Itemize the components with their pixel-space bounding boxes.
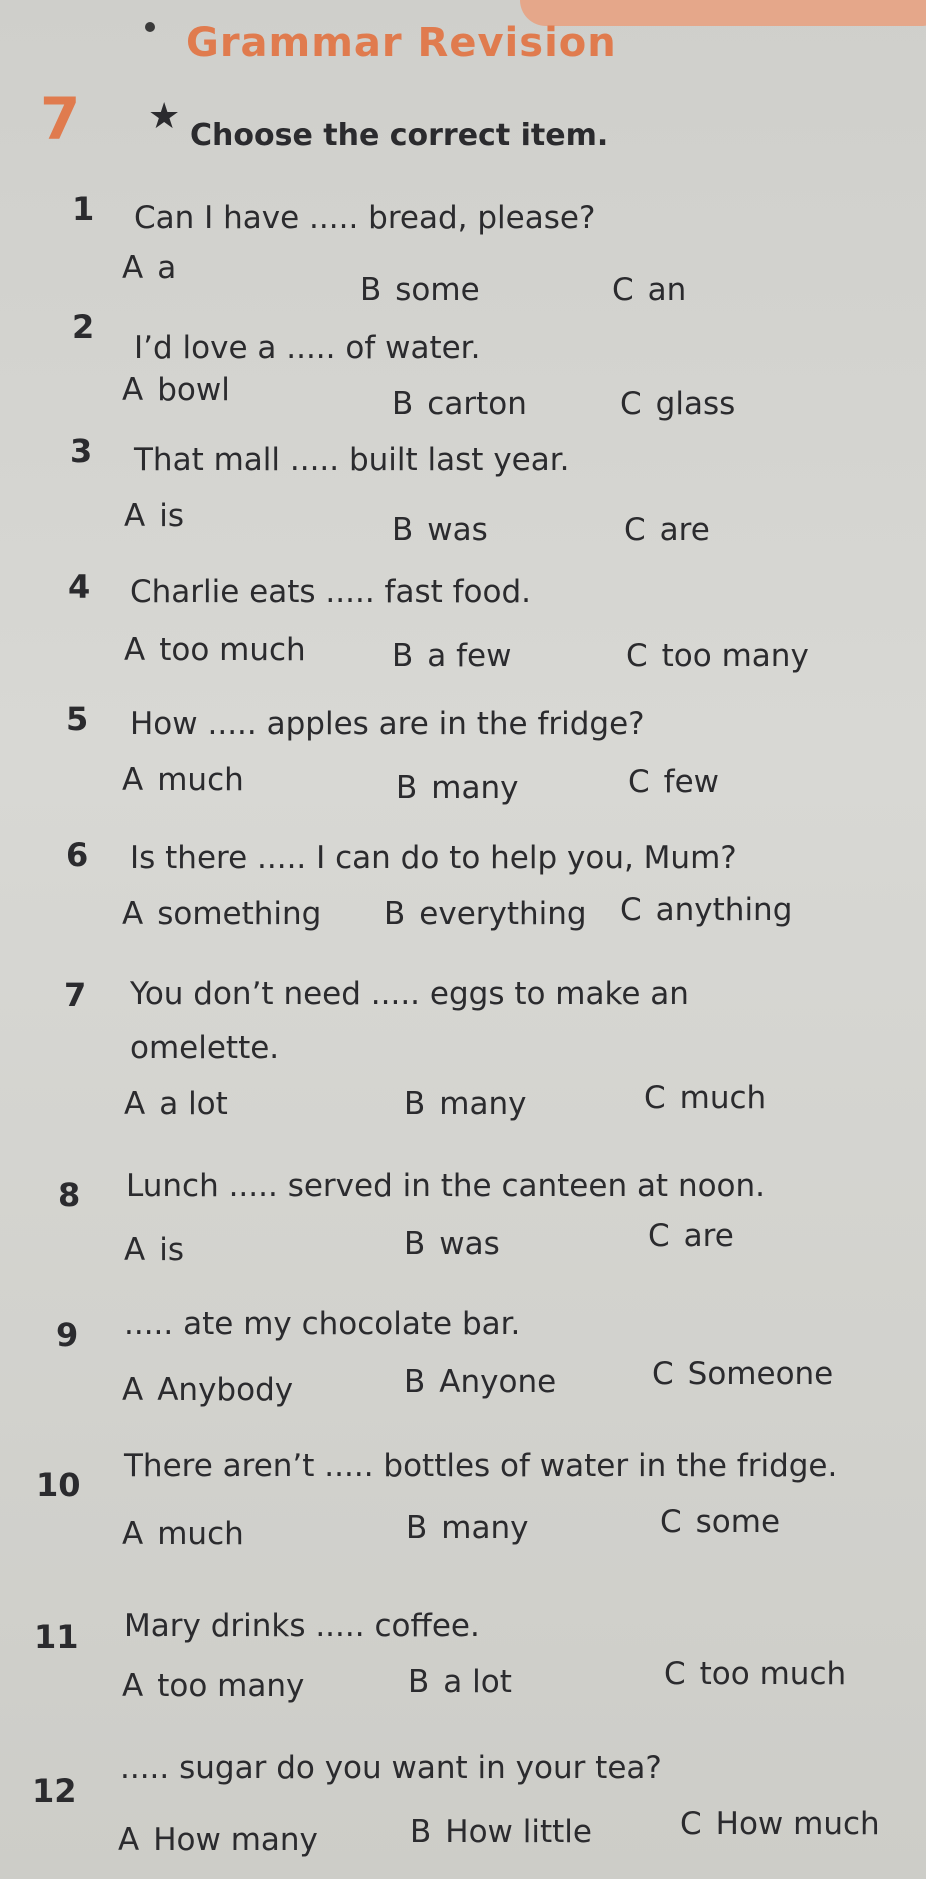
option-label: too many	[157, 1668, 305, 1704]
option-label: many	[441, 1510, 529, 1546]
option-b[interactable]	[410, 1814, 592, 1850]
option-a[interactable]	[122, 1516, 244, 1552]
instruction: Choose the correct item.	[190, 118, 609, 153]
option-letter: B	[404, 1086, 426, 1122]
question-number: 9	[56, 1316, 79, 1354]
option-label: a few	[427, 638, 512, 674]
option-label: some	[395, 272, 480, 308]
question-text: Mary drinks ..... coffee.	[124, 1608, 480, 1644]
option-label: is	[159, 1232, 184, 1268]
question-text: How ..... apples are in the fridge?	[130, 706, 645, 742]
option-label: a	[157, 250, 177, 286]
option-label: much	[157, 1516, 244, 1552]
option-c[interactable]	[680, 1806, 880, 1842]
option-a[interactable]	[122, 762, 244, 798]
option-a[interactable]	[122, 1372, 293, 1408]
question-text-continued: omelette.	[130, 1030, 280, 1066]
option-c[interactable]	[648, 1218, 734, 1254]
option-c[interactable]	[628, 764, 719, 800]
option-label: a lot	[159, 1086, 228, 1122]
question-text: I’d love a ..... of water.	[134, 330, 481, 366]
option-c[interactable]	[626, 638, 809, 674]
option-letter: A	[124, 632, 146, 668]
option-c[interactable]	[620, 892, 792, 928]
question-number: 1	[72, 190, 95, 228]
question-text: That mall ..... built last year.	[134, 442, 570, 478]
option-b[interactable]	[404, 1086, 526, 1122]
option-letter: A	[122, 762, 144, 798]
option-label: was	[427, 512, 488, 548]
option-b[interactable]	[408, 1664, 512, 1700]
option-letter: C	[620, 386, 642, 422]
option-b[interactable]	[392, 638, 511, 674]
option-label: few	[663, 764, 719, 800]
option-label: many	[439, 1086, 527, 1122]
option-label: too much	[159, 632, 306, 668]
option-letter: B	[360, 272, 382, 308]
option-label: a lot	[443, 1664, 512, 1700]
option-b[interactable]	[406, 1510, 528, 1546]
option-letter: C	[644, 1080, 666, 1116]
question-text: ..... sugar do you want in your tea?	[120, 1750, 662, 1786]
option-letter: C	[626, 638, 648, 674]
option-letter: A	[124, 1232, 146, 1268]
option-a[interactable]	[118, 1822, 318, 1858]
option-a[interactable]	[124, 1232, 184, 1268]
question-number: 8	[58, 1176, 81, 1214]
option-label: are	[659, 512, 710, 548]
option-letter: C	[652, 1356, 674, 1392]
option-label: much	[157, 762, 244, 798]
option-letter: C	[680, 1806, 702, 1842]
option-c[interactable]	[620, 386, 735, 422]
option-label: some	[695, 1504, 781, 1540]
star-icon: ★	[148, 96, 181, 137]
option-c[interactable]	[660, 1504, 780, 1540]
option-letter: B	[392, 638, 414, 674]
question-number: 4	[68, 568, 91, 606]
option-a[interactable]	[122, 372, 230, 408]
question-number: 6	[66, 836, 89, 874]
option-label: Anybody	[157, 1372, 294, 1408]
question-text: Charlie eats ..... fast food.	[130, 574, 531, 610]
option-a[interactable]	[124, 1086, 228, 1122]
option-letter: A	[124, 498, 146, 534]
question-number: 11	[34, 1618, 79, 1656]
option-c[interactable]	[624, 512, 710, 548]
question-number: 12	[32, 1772, 77, 1810]
option-label: too much	[699, 1656, 847, 1692]
option-label: much	[679, 1080, 767, 1116]
option-a[interactable]	[124, 632, 306, 668]
option-letter: A	[122, 1516, 144, 1552]
option-c[interactable]	[612, 272, 686, 308]
option-b[interactable]	[396, 770, 518, 806]
question-number: 7	[64, 976, 87, 1014]
option-b[interactable]	[392, 512, 488, 548]
option-a[interactable]	[124, 498, 184, 534]
question-text: Lunch ..... served in the canteen at noon.	[126, 1168, 766, 1204]
option-label: everything	[419, 896, 587, 932]
option-label: bowl	[157, 372, 230, 408]
option-label: an	[647, 272, 687, 308]
option-letter: C	[628, 764, 650, 800]
option-label: How little	[445, 1814, 592, 1850]
option-a[interactable]	[122, 1668, 304, 1704]
question-text: There aren’t ..... bottles of water in the fridge.	[124, 1448, 838, 1484]
option-c[interactable]	[644, 1080, 766, 1116]
option-a[interactable]	[122, 250, 176, 286]
question-number: 10	[36, 1466, 81, 1504]
option-letter: B	[392, 512, 414, 548]
section-title: Grammar Revision	[186, 20, 617, 66]
question-text: Can I have ..... bread, please?	[134, 200, 596, 236]
option-letter: C	[648, 1218, 670, 1254]
option-letter: A	[118, 1822, 140, 1858]
option-letter: A	[122, 372, 144, 408]
option-label: is	[159, 498, 184, 534]
option-label: was	[439, 1226, 500, 1262]
option-letter: C	[620, 892, 642, 928]
option-letter: B	[404, 1364, 426, 1400]
option-letter: A	[122, 1668, 144, 1704]
option-letter: A	[122, 1372, 144, 1408]
option-letter: B	[404, 1226, 426, 1262]
option-label: many	[431, 770, 519, 806]
option-label: too many	[661, 638, 809, 674]
option-b[interactable]	[392, 386, 527, 422]
exercise-number: 7	[40, 85, 81, 153]
option-letter: B	[392, 386, 414, 422]
option-letter: C	[664, 1656, 686, 1692]
option-letter: A	[124, 1086, 146, 1122]
question-text: ..... ate my chocolate bar.	[124, 1306, 521, 1342]
question-number: 5	[66, 700, 89, 738]
option-letter: B	[408, 1664, 430, 1700]
option-b[interactable]	[360, 272, 480, 308]
question-number: 2	[72, 308, 95, 346]
option-label: How much	[715, 1806, 880, 1842]
option-letter: A	[122, 250, 144, 286]
option-label: How many	[153, 1822, 318, 1858]
question-text: You don’t need ..... eggs to make an	[130, 976, 689, 1012]
option-letter: C	[660, 1504, 682, 1540]
option-b[interactable]	[404, 1364, 556, 1400]
option-letter: B	[410, 1814, 432, 1850]
option-letter: A	[122, 896, 144, 932]
option-label: are	[683, 1218, 734, 1254]
option-c[interactable]	[652, 1356, 833, 1392]
option-label: Someone	[687, 1356, 834, 1392]
option-letter: C	[612, 272, 634, 308]
option-label: anything	[655, 892, 793, 928]
option-b[interactable]	[404, 1226, 500, 1262]
option-label: Anyone	[439, 1364, 557, 1400]
question-text: Is there ..... I can do to help you, Mum?	[130, 840, 737, 876]
bullet-dot	[145, 22, 155, 32]
option-label: something	[157, 896, 322, 932]
option-label: glass	[655, 386, 736, 422]
option-b[interactable]	[384, 896, 587, 932]
option-c[interactable]	[664, 1656, 846, 1692]
option-letter: B	[396, 770, 418, 806]
option-label: carton	[427, 386, 527, 422]
option-letter: B	[384, 896, 406, 932]
option-a[interactable]	[122, 896, 321, 932]
option-letter: C	[624, 512, 646, 548]
question-number: 3	[70, 432, 93, 470]
option-letter: B	[406, 1510, 428, 1546]
